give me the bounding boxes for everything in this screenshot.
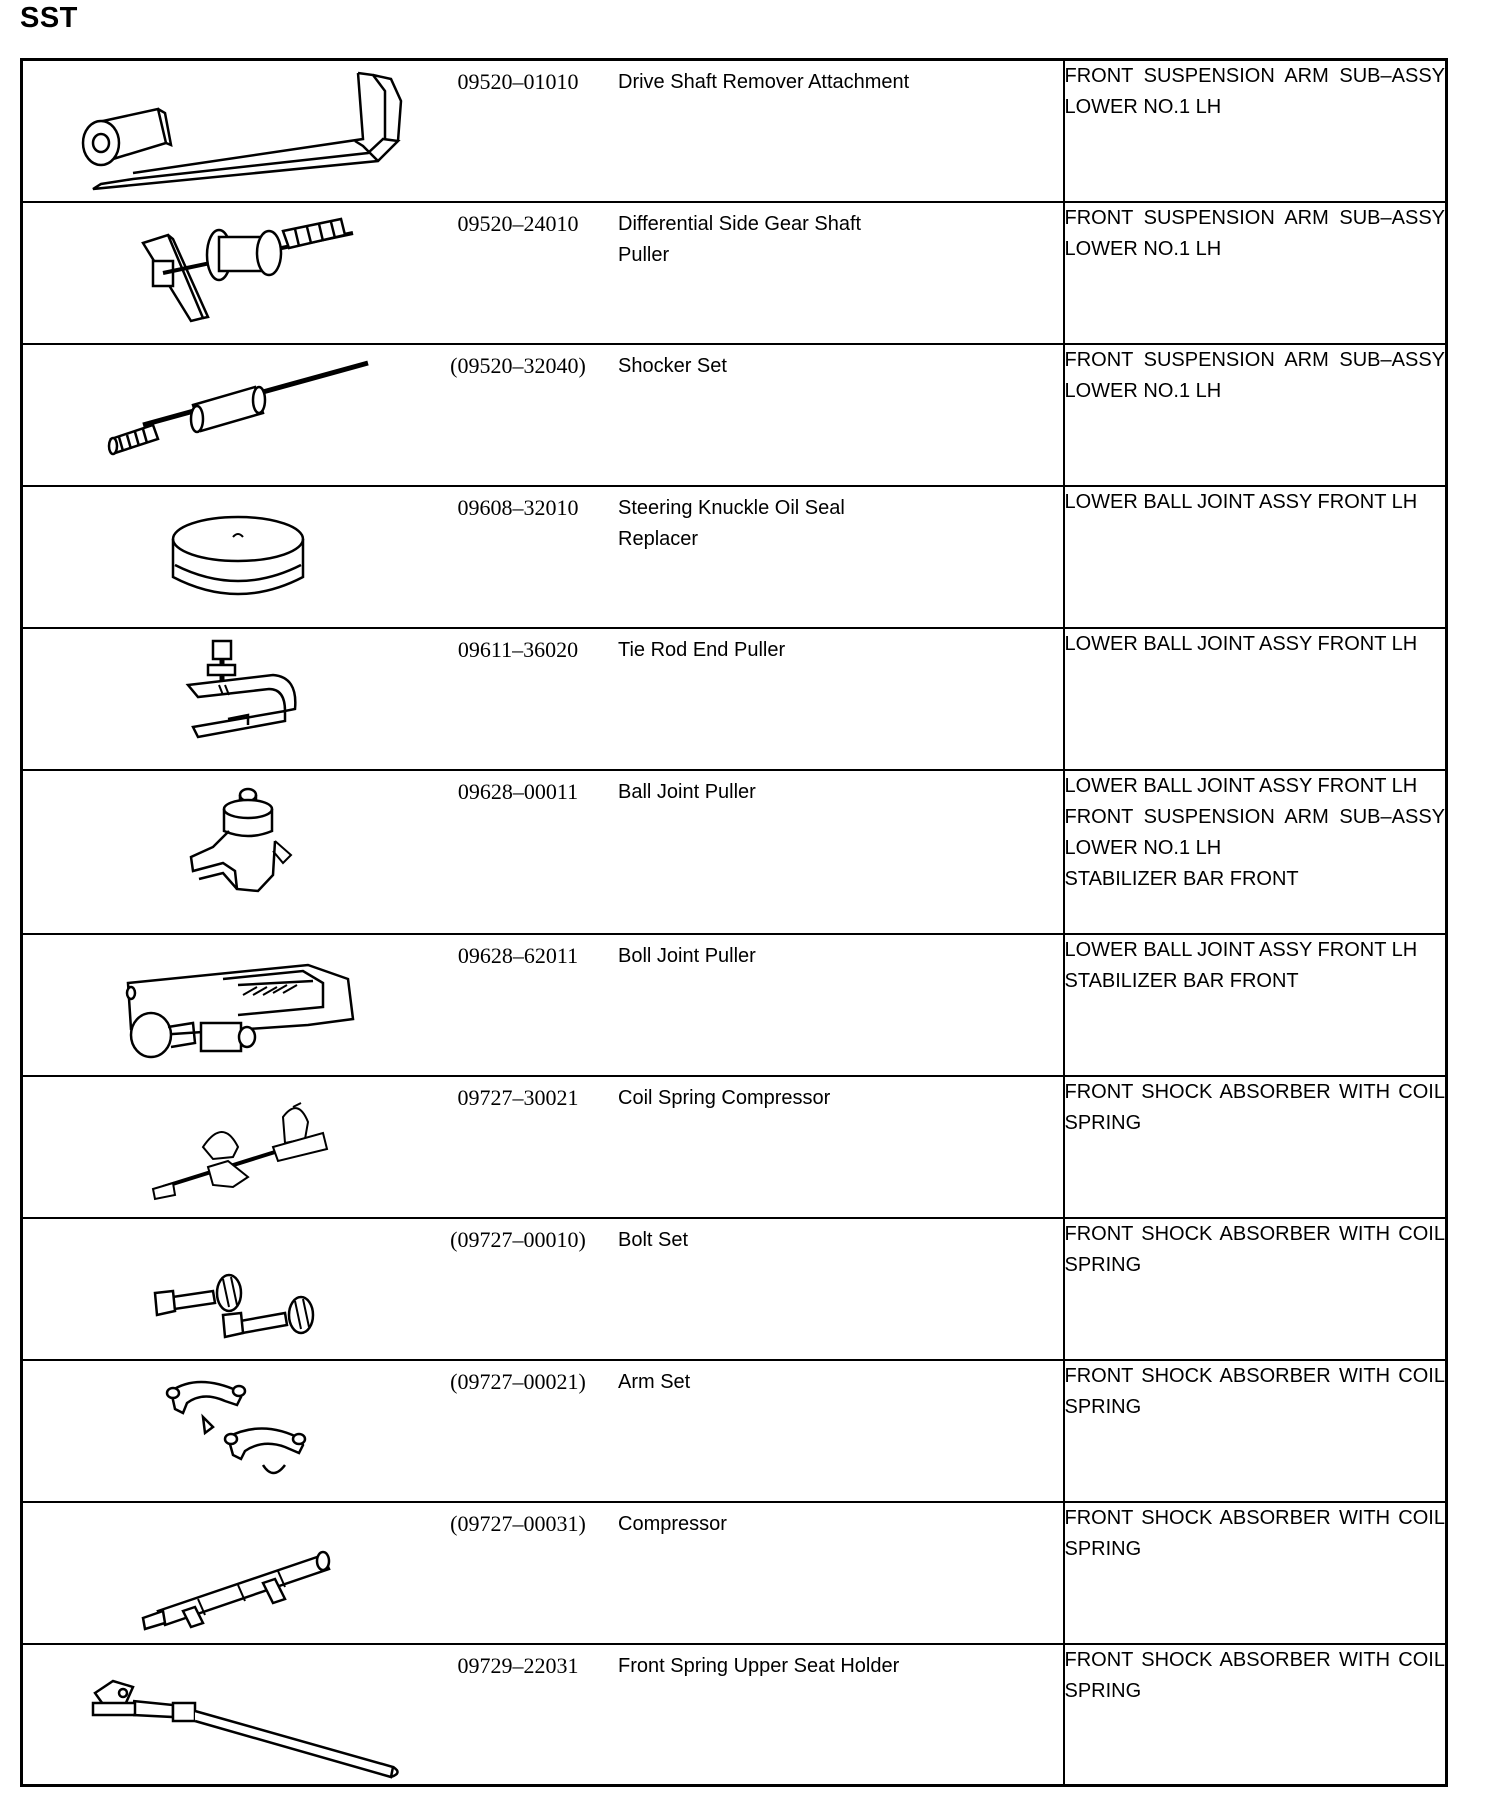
related-sections-cell [1064,628,1447,770]
boll-joint-puller-icon [23,935,423,1077]
sst-table [20,58,1448,1787]
related-section: FRONT SHOCK ABSORBER WITH COIL SPRING [1064,1648,1445,1702]
part-number: 09628–00011 [457,778,579,804]
tool-name [618,209,1058,271]
tie-rod-end-puller-icon [23,629,423,771]
related-sections-cell [1064,1644,1447,1786]
tool-name-line: Shocker Set [618,354,727,377]
related-sections-cell [1064,770,1447,934]
tool-name [618,1367,1058,1398]
tool-name [618,1509,1058,1540]
related-sections-cell [1064,1076,1447,1218]
related-section: LOWER BALL JOINT ASSY FRONT LH [1064,632,1418,655]
tool-name-line: Replacer [618,527,699,550]
tool-name-line: Bolt Set [618,1228,689,1251]
tool-name-line: Puller [618,243,670,266]
tool-name [618,941,1058,972]
table-row [22,1644,1447,1786]
tool-name [618,67,1058,98]
tool-name [618,351,1058,382]
part-number: 09520–01010 [457,69,579,94]
related-sections-cell [1064,934,1447,1076]
tool-cell [22,60,1064,202]
tool-cell [22,1644,1064,1786]
shocker-set-icon [23,345,423,487]
part-number: (09727–00010) [450,1226,586,1252]
tool-cell [22,486,1064,628]
tool-cell [22,770,1064,934]
differential-side-gear-shaft-puller-icon [23,203,423,345]
tool-name [618,635,1058,666]
tool-name [618,493,1058,555]
tool-name-line: Arm Set [618,1370,691,1393]
table-row [22,60,1447,202]
tool-name [618,777,1058,808]
table-row [22,202,1447,344]
related-sections-cell [1064,1360,1447,1502]
table-row [22,1502,1447,1644]
related-section: LOWER BALL JOINT ASSY FRONT LH [1064,490,1418,513]
ball-joint-puller-icon [23,771,423,913]
table-row [22,1076,1447,1218]
related-sections-cell [1064,202,1447,344]
table-row [22,1360,1447,1502]
table-row [22,934,1447,1076]
related-section: FRONT SUSPENSION ARM SUB–ASSY LOWER NO.1 LH [1064,805,1445,859]
coil-spring-compressor-icon [23,1077,423,1219]
part-number: 09628–62011 [457,942,579,968]
related-section: STABILIZER BAR FRONT [1064,867,1299,890]
tool-name-line: Front Spring Upper Seat Holder [618,1654,900,1677]
table-row [22,628,1447,770]
part-number: (09727–00031) [450,1510,586,1536]
table-row [22,770,1447,934]
page-title: SST [20,2,78,34]
part-number: (09520–32040) [450,352,586,378]
arm-set-icon [23,1361,423,1503]
tool-name-line: Compressor [618,1512,727,1535]
compressor-icon [23,1503,423,1645]
part-number: 09520–24010 [457,210,579,236]
related-section: FRONT SUSPENSION ARM SUB–ASSY LOWER NO.1 LH [1064,348,1445,402]
tool-cell [22,934,1064,1076]
part-number: (09727–00021) [450,1368,586,1394]
tool-name-line: Tie Rod End Puller [618,638,786,661]
related-section: FRONT SUSPENSION ARM SUB–ASSY LOWER NO.1 LH [1064,65,1445,118]
part-number: 09611–36020 [457,636,579,662]
tool-cell [22,1360,1064,1502]
tool-cell [22,344,1064,486]
tool-cell [22,1218,1064,1360]
part-number: 09608–32010 [457,494,579,520]
tool-name-line: Drive Shaft Remover Attachment [618,71,910,93]
related-sections-cell [1064,486,1447,628]
table-row [22,486,1447,628]
oil-seal-replacer-icon [23,487,423,629]
table-row [22,344,1447,486]
related-section: FRONT SHOCK ABSORBER WITH COIL SPRING [1064,1080,1445,1134]
bolt-set-icon [23,1219,423,1361]
related-section: FRONT SUSPENSION ARM SUB–ASSY LOWER NO.1 LH [1064,206,1445,260]
part-number: 09727–30021 [457,1084,579,1110]
tool-name-line: Coil Spring Compressor [618,1086,831,1109]
related-sections-cell [1064,1218,1447,1360]
part-number: 09729–22031 [457,1652,579,1678]
tool-name [618,1651,1058,1682]
tool-cell [22,1502,1064,1644]
front-spring-upper-seat-holder-icon [23,1645,423,1787]
related-sections-cell [1064,344,1447,486]
tool-cell [22,1076,1064,1218]
tool-name-line: Ball Joint Puller [618,780,756,803]
related-section: LOWER BALL JOINT ASSY FRONT LH [1064,774,1418,797]
tool-name [618,1225,1058,1256]
tool-name [618,1083,1058,1114]
related-section: STABILIZER BAR FRONT [1064,969,1299,992]
tool-cell [22,628,1064,770]
tool-name-line: Boll Joint Puller [618,944,756,967]
tool-cell [22,202,1064,344]
related-section: FRONT SHOCK ABSORBER WITH COIL SPRING [1064,1364,1445,1418]
related-sections-cell [1064,60,1447,202]
table-row [22,1218,1447,1360]
related-section: LOWER BALL JOINT ASSY FRONT LH [1064,938,1418,961]
drive-shaft-remover-attachment-icon [23,61,423,203]
related-section: FRONT SHOCK ABSORBER WITH COIL SPRING [1064,1222,1445,1276]
related-sections-cell [1064,1502,1447,1644]
tool-name-line: Steering Knuckle Oil Seal [618,496,845,519]
tool-name-line: Differential Side Gear Shaft [618,212,862,235]
related-section: FRONT SHOCK ABSORBER WITH COIL SPRING [1064,1506,1445,1560]
